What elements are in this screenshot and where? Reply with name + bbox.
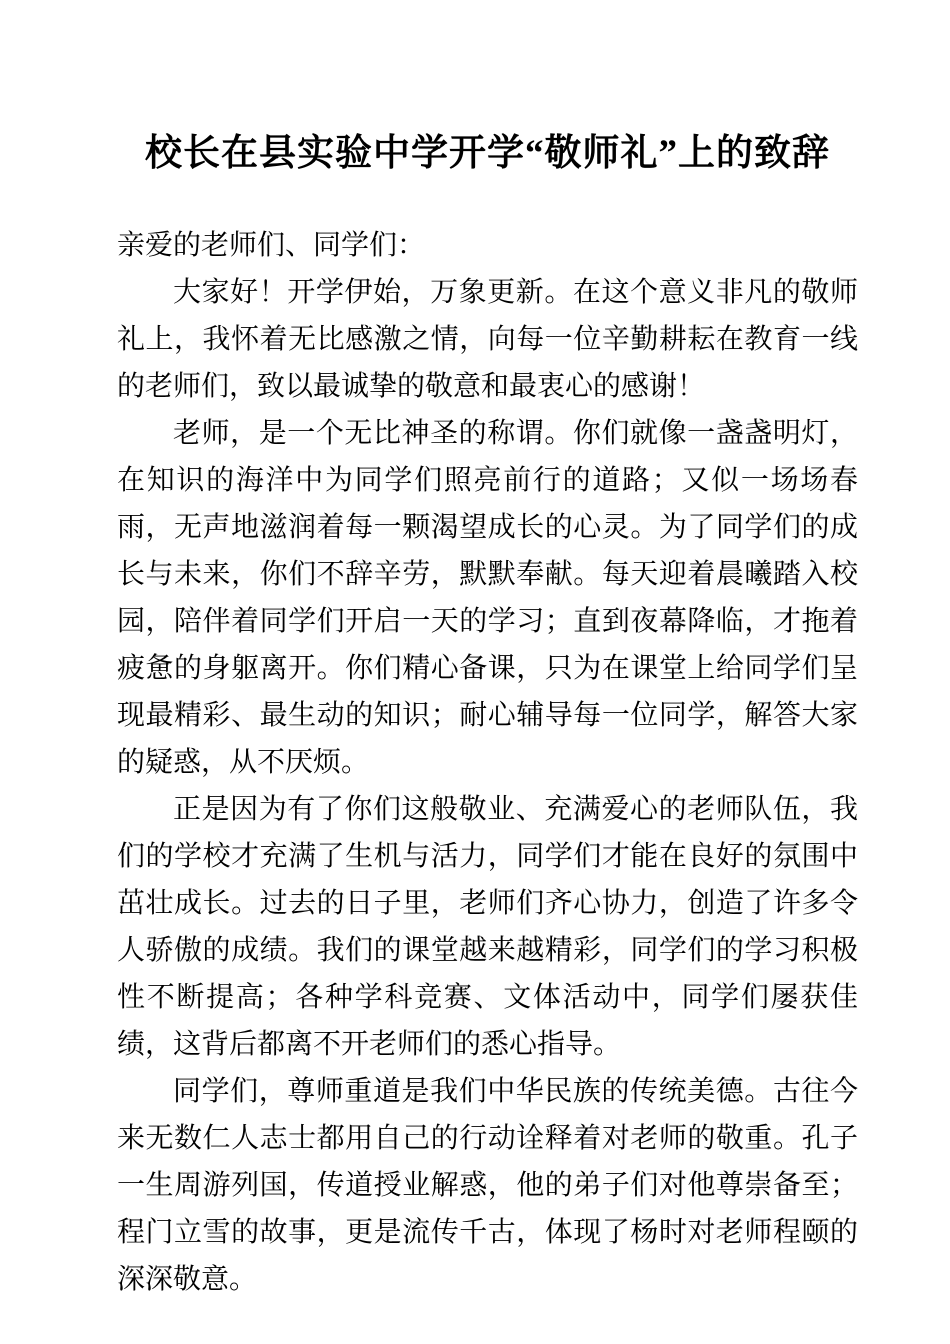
paragraph: 正是因为有了你们这般敬业、充满爱心的老师队伍，我们的学校才充满了生机与活力，同学们才能在良好的氛围中茁壮成长。过去的日子里，老师们齐心协力，创造了许多令人骄傲的成绩。我们的课堂越来越精彩，同学们的学习积极性不断提高；各种学科竞赛、文体活动中，同学们屡获佳绩，这背后都离不开老师们的悉心指导。 bbox=[117, 794, 858, 1060]
document-body bbox=[117, 222, 858, 1303]
paragraph: 同学们，尊师重道是我们中华民族的传统美德。古往今来无数仁人志士都用自己的行动诠释着对老师的敬重。孔子一生周游列国，传道授业解惑，他的弟子们对他尊崇备至；程门立雪的故事，更是流传千古，体现了杨时对老师程颐的深深敬意。 bbox=[117, 1076, 858, 1295]
document-title: 校长在县实验中学开学“敬师礼”上的致辞 bbox=[145, 133, 830, 174]
paragraph: 大家好！开学伊始，万象更新。在这个意义非凡的敬师礼上，我怀着无比感激之情，向每一位辛勤耕耘在教育一线的老师们，致以最诚挚的敬意和最衷心的感谢！ bbox=[117, 277, 858, 402]
paragraph-list bbox=[117, 269, 858, 1303]
salutation-line: 亲爱的老师们、同学们： bbox=[117, 230, 426, 261]
paragraph: 老师，是一个无比神圣的称谓。你们就像一盏盏明灯，在知识的海洋中为同学们照亮前行的道路；又似一场场春雨，无声地滋润着每一颗渴望成长的心灵。为了同学们的成长与未来，你们不辞辛劳，默默奉献。每天迎着晨曦踏入校园，陪伴着同学们开启一天的学习；直到夜幕降临，才拖着疲惫的身躯离开。你们精心备课，只为在课堂上给同学们呈现最精彩、最生动的知识；耐心辅导每一位同学，解答大家的疑惑，从不厌烦。 bbox=[117, 418, 858, 778]
